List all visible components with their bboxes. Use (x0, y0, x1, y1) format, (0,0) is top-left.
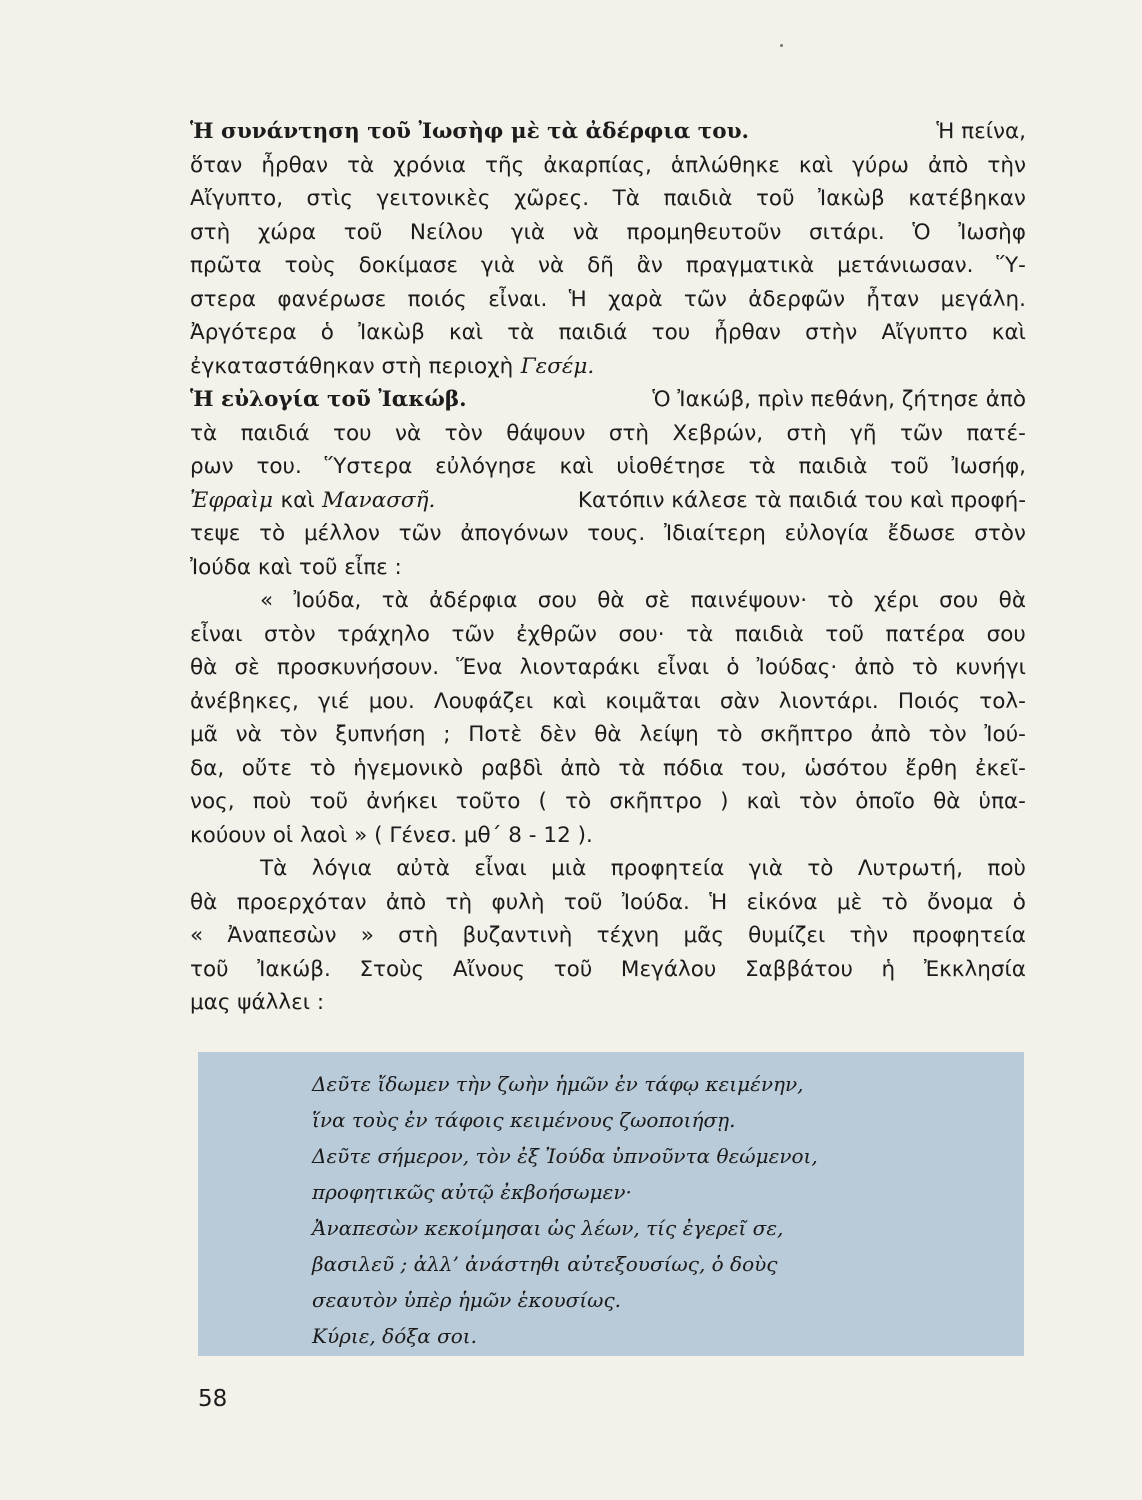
word: τὸν (928, 722, 967, 747)
text-span (190, 752, 1026, 786)
word: καὶ (448, 320, 484, 345)
word: εὐλόγησε (435, 454, 537, 479)
text-span (190, 216, 1026, 250)
word: τεψε (190, 521, 241, 546)
word: τοῦ (190, 956, 229, 982)
word: παιδιά (558, 320, 628, 345)
text-line (190, 551, 1026, 585)
word: προσκυνήσουν. (276, 655, 440, 680)
word: μου. (368, 688, 415, 714)
word: κατέβηκαν (908, 186, 1026, 211)
word: τοῦ (563, 889, 603, 915)
text-span (190, 785, 1026, 819)
word: νὰ (235, 722, 262, 747)
word: Σαββάτου (744, 956, 853, 982)
word: μέλλον (303, 521, 380, 546)
word: τὰ (381, 588, 409, 613)
word: ἂν (636, 253, 663, 278)
word: εἶναι (190, 621, 243, 647)
page-number: 58 (198, 1386, 228, 1412)
word: πατέ- (966, 420, 1026, 446)
word: τοῦ (890, 454, 929, 479)
word: φανέρωσε (277, 286, 387, 312)
word: ἀπὸ (870, 722, 911, 747)
main-text-column (190, 115, 1026, 1020)
word: Ἰούδας· (756, 655, 838, 680)
word: τῶν (451, 621, 495, 647)
word: χέρι (873, 588, 919, 613)
word: τὰ (190, 420, 218, 446)
word: ἔδωσε (887, 521, 956, 546)
text-span: Ὁ Ἰακώβ, πρὶν πεθάνη, ζήτησε ἀπὸ (652, 387, 1026, 412)
word: θυμίζει (748, 923, 826, 948)
section-heading-meeting: Ἡ συνάντηση τοῦ Ἰωσὴφ μὲ τὰ ἀδέρφια του. (190, 119, 749, 144)
word: λόγια (311, 856, 372, 881)
text-line (190, 953, 1026, 987)
word: στὴν (805, 320, 858, 345)
text-span: Ἡ πείνα, (936, 119, 1026, 144)
hymn-line: ἵνα τοὺς ἐν τάφοις κειμένους ζωοποιήσῃ. (312, 1108, 736, 1132)
word: μὲ (836, 889, 863, 915)
word: τοῦ (553, 956, 593, 982)
word: ὄνομα (927, 889, 994, 915)
text-line (190, 149, 1026, 183)
word: σὰν (719, 688, 760, 714)
word: πόδια (663, 755, 724, 781)
word: ὁ (1012, 889, 1026, 915)
text-line (190, 886, 1026, 920)
word: καὶ (559, 454, 594, 479)
text-line (190, 852, 1026, 886)
text-span (190, 651, 1026, 685)
word: τὴν (987, 152, 1026, 178)
word: φυλὴ (491, 889, 545, 915)
text-line (190, 450, 1026, 484)
paragraph-1-line-1 (190, 115, 1026, 149)
quote-line (190, 651, 1026, 685)
text-span (190, 149, 1026, 183)
word: σου· (618, 621, 665, 647)
word: καὶ (746, 789, 781, 814)
hymn-line: βασιλεῦ ; ἀλλ’ ἀνάστηθι αὐτεξουσίως, ὁ δοὺς (312, 1252, 778, 1276)
word: τοῦ (755, 186, 795, 211)
word: ἀπογόνων (460, 521, 569, 546)
word: Ποιός (897, 688, 961, 714)
word: στὶς (306, 186, 354, 211)
word: θὰ (190, 889, 218, 915)
word: Ποτὲ (468, 722, 523, 747)
word: τὸ (881, 889, 908, 915)
word: παιδιὰ (734, 621, 804, 647)
word: τὰ (507, 320, 535, 345)
text-span (190, 618, 1026, 652)
word: δοκίμασε (358, 253, 459, 278)
word: εἶναι (656, 655, 710, 680)
word: νος, (190, 789, 235, 814)
name-manasseh: Μανασσῆ. (322, 487, 436, 513)
word: παιδιὰ (798, 454, 868, 479)
word: γῆ (850, 420, 877, 446)
word: Ἰακώβ. (257, 956, 331, 982)
word: ἁπλώθηκε (670, 152, 780, 178)
word: Ἐκκλησία (923, 956, 1026, 982)
word: ποὺ (987, 856, 1026, 881)
word: μετάνιωσαν. (837, 253, 974, 278)
word: νὰ (395, 420, 422, 446)
word: τολ- (979, 688, 1026, 714)
text-span (260, 852, 1026, 886)
word: » (360, 923, 374, 948)
word: σιτάρι. (808, 219, 885, 245)
word: πραγματικὰ (685, 253, 815, 278)
word: ρων (190, 454, 234, 479)
word: τὸ (827, 588, 854, 613)
word: θὰ (597, 588, 625, 613)
word: νὰ (572, 219, 599, 245)
word: πρῶτα (190, 253, 262, 278)
word: αὐτὰ (396, 856, 450, 881)
word: ἦταν (866, 286, 920, 312)
hymn-line: Ἀναπεσὼν κεκοίμησαι ὡς λέων, τίς ἐγερεῖ σε, (312, 1216, 784, 1240)
word: ξυπνήση (335, 722, 426, 747)
word: στὴ (786, 420, 827, 446)
word: τέχνη (596, 923, 660, 948)
word: γειτονικὲς (376, 186, 491, 211)
word: ὅταν (190, 152, 243, 178)
text-line (190, 417, 1026, 451)
word: σου (939, 588, 979, 613)
word: του (333, 420, 372, 446)
word: παιδιὰ (663, 186, 733, 211)
word: Ἰδιαίτερη (663, 521, 766, 546)
text-line (190, 283, 1026, 317)
word: χῶρες. (513, 186, 590, 211)
word: Αἴγυπτο, (190, 186, 284, 211)
word: τοὺς (284, 253, 336, 278)
word: τὸ (807, 856, 834, 881)
paragraph-2-line-1 (190, 383, 1026, 417)
word: παιδιά (240, 420, 310, 446)
quote-line (190, 785, 1026, 819)
word: ποὺ (252, 789, 292, 814)
word: δῆ (587, 253, 614, 278)
word: τράχηλο (337, 621, 430, 647)
word: ἀνήκει (366, 789, 438, 814)
word: τὴ (445, 889, 473, 915)
place-name-gesem: Γεσέμ. (520, 353, 595, 379)
word: σὲ (644, 588, 671, 613)
word: Ἰωσὴφ (958, 219, 1026, 245)
word: χώρα (257, 219, 317, 245)
word: προερχόταν (236, 889, 367, 915)
word: θάψουν (506, 420, 586, 446)
word: τῶν (899, 420, 943, 446)
word: καὶ (798, 152, 834, 178)
quote-line (190, 584, 1026, 618)
word: μᾶ (190, 722, 218, 747)
hymn-text (312, 1066, 1002, 1354)
word: ὑπα- (978, 789, 1026, 814)
word: τὸ (565, 789, 592, 814)
word: του. (256, 454, 302, 479)
text-span (190, 182, 1026, 216)
word: θὰ (594, 722, 622, 747)
word: δὲν (539, 722, 577, 747)
text-span (190, 283, 1026, 317)
word: Τὰ (612, 186, 640, 211)
word: ἦρθαν (714, 320, 781, 345)
text-span (190, 718, 1026, 752)
word: τὸν (444, 420, 483, 446)
word: τὰ (748, 454, 776, 479)
word: στερα (190, 286, 257, 312)
text-span (190, 316, 1026, 350)
word: καὶ (991, 320, 1026, 345)
word: υἱοθέτησε (616, 454, 726, 479)
text-span (190, 685, 1026, 719)
word: Ὁ (912, 219, 931, 245)
quote-line (190, 819, 1026, 853)
word: Αἴνους (452, 956, 526, 982)
word: σου (537, 588, 577, 613)
word: βυζαντινὴ (462, 923, 573, 948)
word: τῶν (683, 286, 727, 312)
word: ) (720, 789, 729, 814)
hymn-line: σεαυτὸν ὑπὲρ ἡμῶν ἑκουσίως. (312, 1288, 622, 1312)
word: γιὰ (480, 253, 516, 278)
word: δα, (190, 755, 225, 781)
paper-speck (780, 44, 783, 47)
word: ; (443, 722, 451, 747)
word: στὴ (190, 219, 231, 245)
word: ἀπὸ (854, 655, 895, 680)
word: ὁποῖο (855, 789, 915, 814)
word: Λουφάζει (433, 688, 534, 714)
word: ποιός (407, 286, 467, 312)
word: ἀπὸ (928, 152, 969, 178)
word: ἦρθαν (261, 152, 328, 178)
word: τὸ (309, 755, 336, 781)
word: νὰ (537, 253, 565, 278)
text-line (190, 216, 1026, 250)
quote-line (190, 685, 1026, 719)
word: λιονταράκι (519, 655, 640, 680)
word: στὸν (263, 621, 316, 647)
word: Ἡ (709, 889, 728, 915)
text-line (190, 484, 1026, 518)
word: Μεγάλου (620, 956, 717, 982)
word: στὴ (398, 923, 439, 948)
word: Ἕνα (456, 655, 503, 680)
word: Ἀργότερα (190, 320, 297, 345)
word: χρόνια (393, 152, 466, 178)
text-span: μας ψάλλει : (190, 990, 325, 1015)
word: κυνήγι (955, 655, 1026, 680)
word: του (651, 320, 691, 345)
word: τὰ (618, 755, 646, 781)
text-line (190, 316, 1026, 350)
word: κοιμᾶται (605, 688, 701, 714)
word: τοῦ (309, 789, 349, 814)
word: Ἡ (568, 286, 587, 312)
word: εἶναι (474, 856, 527, 881)
word: τὰ (347, 152, 375, 178)
text-line (190, 249, 1026, 283)
word: τοῦτο (455, 789, 521, 814)
word: τὸ (911, 655, 938, 680)
word: Τὰ (260, 856, 288, 881)
text-span: καὶ (280, 487, 315, 513)
word: λιοντάρι. (778, 688, 879, 714)
word: θὰ (190, 655, 218, 680)
word: τοῦ (825, 621, 864, 647)
word: Λυτρωτή, (857, 856, 963, 881)
section-heading-blessing: Ἡ εὐλογία τοῦ Ἰακώβ. (190, 387, 467, 412)
word: γιὰ (748, 856, 783, 881)
word: προμηθευτοῦν (626, 219, 782, 245)
word: ὁ (320, 320, 334, 345)
word: ἀδέρφια (429, 588, 518, 613)
word: Ἀναπεσὼν (227, 923, 337, 948)
word: Ἰακὼβ (358, 320, 425, 345)
text-span (190, 450, 1026, 484)
word: εὐλογία (784, 521, 869, 546)
word: ραβδὶ (480, 755, 543, 781)
word: Χεβρών, (672, 420, 764, 446)
text-line (190, 182, 1026, 216)
word: στὴ (608, 420, 650, 446)
word: Ὕστερα (324, 454, 413, 479)
hymn-line: Κύριε, δόξα σοι. (312, 1324, 477, 1348)
word: Ἰούδα, (293, 588, 362, 613)
word: θὰ (998, 588, 1026, 613)
word: σου (986, 621, 1026, 647)
word: ἀνέβηκες, (190, 688, 299, 714)
word: τῶν (398, 521, 442, 546)
word: σὲ (234, 655, 260, 680)
text-span: κούουν οἱ λαοὶ » ( Γένεσ. μθ΄ 8 - 12 ). (190, 822, 593, 848)
word: ἡγεμονικὸ (353, 755, 464, 781)
word: Ἰού- (984, 722, 1026, 747)
word: μιὰ (551, 856, 587, 881)
text-span: ἐγκαταστάθηκαν στὴ περιοχὴ (190, 353, 514, 379)
word: εἶναι. (488, 286, 548, 312)
word: « (260, 588, 274, 613)
word: τὸ (259, 521, 286, 546)
word: Αἴγυπτο (881, 320, 968, 345)
text-line (190, 986, 1026, 1020)
hymn-line: Δεῦτε σήμερον, τὸν ἐξ Ἰούδα ὑπνοῦντα θεώμενοι, (312, 1144, 818, 1168)
word: μᾶς (683, 923, 724, 948)
quote-line (190, 718, 1026, 752)
text-span: Ἰούδα καὶ τοῦ εἶπε : (190, 554, 402, 580)
word: ἀπὸ (385, 889, 427, 915)
word: θὰ (933, 789, 961, 814)
word: γιὰ (510, 219, 546, 245)
word: τὸν (279, 722, 318, 747)
text-span (190, 953, 1026, 987)
hymn-line: Δεῦτε ἴδωμεν τὴν ζωὴν ἡμῶν ἐν τάφῳ κειμένην, (312, 1072, 804, 1096)
word: τοῦ (343, 219, 383, 245)
word: σκῆπτρο (609, 789, 702, 814)
text-span (190, 249, 1026, 283)
word: γύρω (852, 152, 909, 178)
word: ( (538, 789, 547, 814)
text-line (190, 517, 1026, 551)
text-line (190, 350, 1026, 384)
word: του, (741, 755, 787, 781)
word: Ἰωσήφ, (951, 454, 1026, 479)
word: Ὕ- (996, 253, 1026, 278)
word: εἰκόνα (746, 889, 818, 915)
word: ἀπὸ (560, 755, 601, 781)
word: προφητεία (912, 923, 1026, 948)
word: « (190, 923, 204, 948)
word: Στοὺς (359, 956, 425, 982)
word: πατέρα (885, 621, 966, 647)
text-span (190, 417, 1026, 451)
word: ὡσότου (804, 755, 888, 781)
word: ἀκαρπίας, (543, 152, 652, 178)
hymn-line: προφητικῶς αὐτῷ ἐκβοήσωμεν· (312, 1180, 632, 1204)
word: τὸ (716, 722, 743, 747)
word: ἡ (881, 956, 896, 982)
word: ὁ (726, 655, 740, 680)
word: χαρὰ (608, 286, 663, 312)
word: παινέψουν· (690, 588, 808, 613)
word: λείψη (639, 722, 699, 747)
text-span (190, 919, 1026, 953)
quote-line (190, 752, 1026, 786)
text-span (190, 886, 1026, 920)
word: γιέ (317, 688, 350, 714)
word: Ἰακὼβ (818, 186, 885, 211)
text-line (190, 919, 1026, 953)
word: τὴν (849, 923, 889, 948)
word: οὔτε (241, 755, 292, 781)
text-span (190, 517, 1026, 551)
word: καὶ (552, 688, 587, 714)
word: Νείλου (409, 219, 484, 245)
word: τους. (587, 521, 646, 546)
word: ἀδερφῶν (748, 286, 846, 312)
name-ephraim: Ἐφραὶμ (190, 487, 273, 513)
word: τὰ (686, 621, 714, 647)
word: τὸν (798, 789, 838, 814)
word: ἐκεῖ- (974, 755, 1026, 781)
word: τῆς (485, 152, 525, 178)
word: ἐχθρῶν (516, 621, 597, 647)
word: ἔρθη (905, 755, 958, 781)
word: Ἰούδα. (621, 889, 690, 915)
text-span: Κατόπιν κάλεσε τὰ παιδιά του καὶ προφή- (577, 487, 1026, 513)
word: σκῆπτρο (760, 722, 853, 747)
text-span (260, 584, 1026, 618)
word: στὸν (974, 521, 1026, 546)
word: προφητεία (610, 856, 725, 881)
word: μεγάλη. (940, 286, 1026, 312)
quote-line (190, 618, 1026, 652)
